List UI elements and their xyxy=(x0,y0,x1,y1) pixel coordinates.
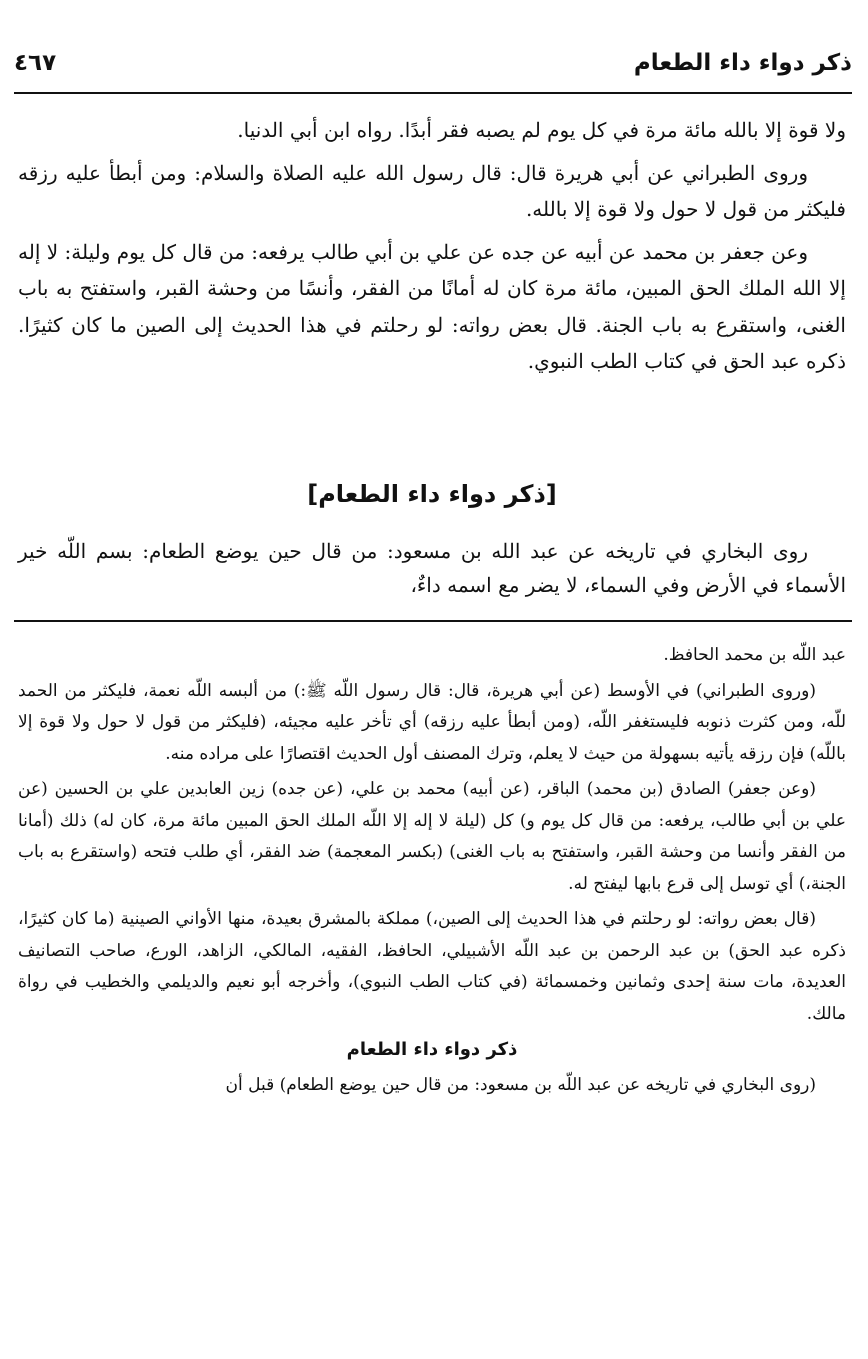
commentary-paragraph: (وروى الطبراني) في الأوسط (عن أبي هريرة، قال: قال رسول اللّه ﷺ:) من ألبسه اللّه نعمة، فليكثر من الحمد للّه، ومن كثرت ذنوبه فليستغفر اللّه، (ومن أبطأ عليه رزقه) أي تأخر عليه مجيئه، (فليكثر من قول لا حول ولا قوة إلا باللّه) فإن رزقه يأتيه بسهولة من حيث لا يعلم، وترك المصنف أول الحديث اقتصارًا على مراده منه. xyxy=(18,680,846,764)
main-paragraph: وروى الطبراني عن أبي هريرة قال: قال رسول الله عليه الصلاة والسلام: ومن أبطأ عليه رزقه فليكثر من قول لا حول ولا قوة إلا بالله. xyxy=(18,160,846,221)
main-paragraph: وعن جعفر بن محمد عن أبيه عن جده عن علي بن أبي طالب يرفعه: من قال كل يوم وليلة: لا إله إلا الله الملك الحق المبين، مائة مرة كان له أمانًا من الفقر، وأنسًا من وحشة القبر، واستفتح به باب الغنى، واستقرع به باب الجنة. قال بعض رواته: لو رحلتم في هذا الحديث إلى الصين ما كان كثيرًا. ذكره عبد الحق في كتاب الطب النبوي. xyxy=(18,239,846,373)
main-paragraph: روى البخاري في تاريخه عن عبد الله بن مسعود: من قال حين يوضع الطعام: بسم اللّه خير الأسماء في الأرض وفي السماء، لا يضر مع اسمه داءٌ، xyxy=(18,539,846,597)
main-text xyxy=(18,112,846,386)
running-title: ذكر دواء داء الطعام xyxy=(633,50,852,76)
main-text-continued xyxy=(18,534,846,602)
commentary-paragraph: (قال بعض رواته: لو رحلتم في هذا الحديث إلى الصين،) مملكة بالمشرق بعيدة، منها الأواني الصينية (ما كان كثيرًا، ذكره عبد الحق) بن عبد الرحمن بن عبد اللّه الأشبيلي، الحافظ، الفقيه، المالكي، الزاهد، الورع، صاحب التصانيف العديدة، مات سنة إحدى وثمانين وخمسمائة (في كتاب الطب النبوي)، وأخرجه أبو نعيم والديلمي والخطيب في رواة مالك. xyxy=(18,909,846,1024)
header-rule xyxy=(14,92,852,94)
page-header xyxy=(14,48,852,98)
commentary-paragraph: (روى البخاري في تاريخه عن عبد اللّه بن مسعود: من قال حين يوضع الطعام) قبل أن xyxy=(225,1074,816,1095)
page-number: ٤٦٧ xyxy=(14,50,57,76)
commentary xyxy=(18,640,846,1105)
commentary-paragraph: (وعن جعفر) الصادق (بن محمد) الباقر، (عن أبيه) محمد بن علي، (عن جده) زين العابدين علي بن الحسين (عن علي بن أبي طالب، يرفعه: من قال كل يوم و) كل (ليلة لا إله إلا اللّه الملك الحق المبين مائة مرة، كان له) ذلك (أمانا من الفقر وأنسا من وحشة القبر، واستفتح به باب الغنى) (بكسر المعجمة) ضد الفقر، أي طلب فتحه (واستقرع به باب الجنة،) أي توسل إلى قرع بابها ليفتح له. xyxy=(18,779,846,894)
section-heading: [ذكر دواء داء الطعام] xyxy=(307,480,557,508)
commentary-heading: ذكر دواء داء الطعام xyxy=(346,1039,518,1060)
commentary-paragraph: عبد اللّه بن محمد الحافظ. xyxy=(663,645,846,665)
commentary-divider xyxy=(14,620,852,622)
main-paragraph: ولا قوة إلا بالله مائة مرة في كل يوم لم يصبه فقر أبدًا. رواه ابن أبي الدنيا. xyxy=(237,118,846,142)
